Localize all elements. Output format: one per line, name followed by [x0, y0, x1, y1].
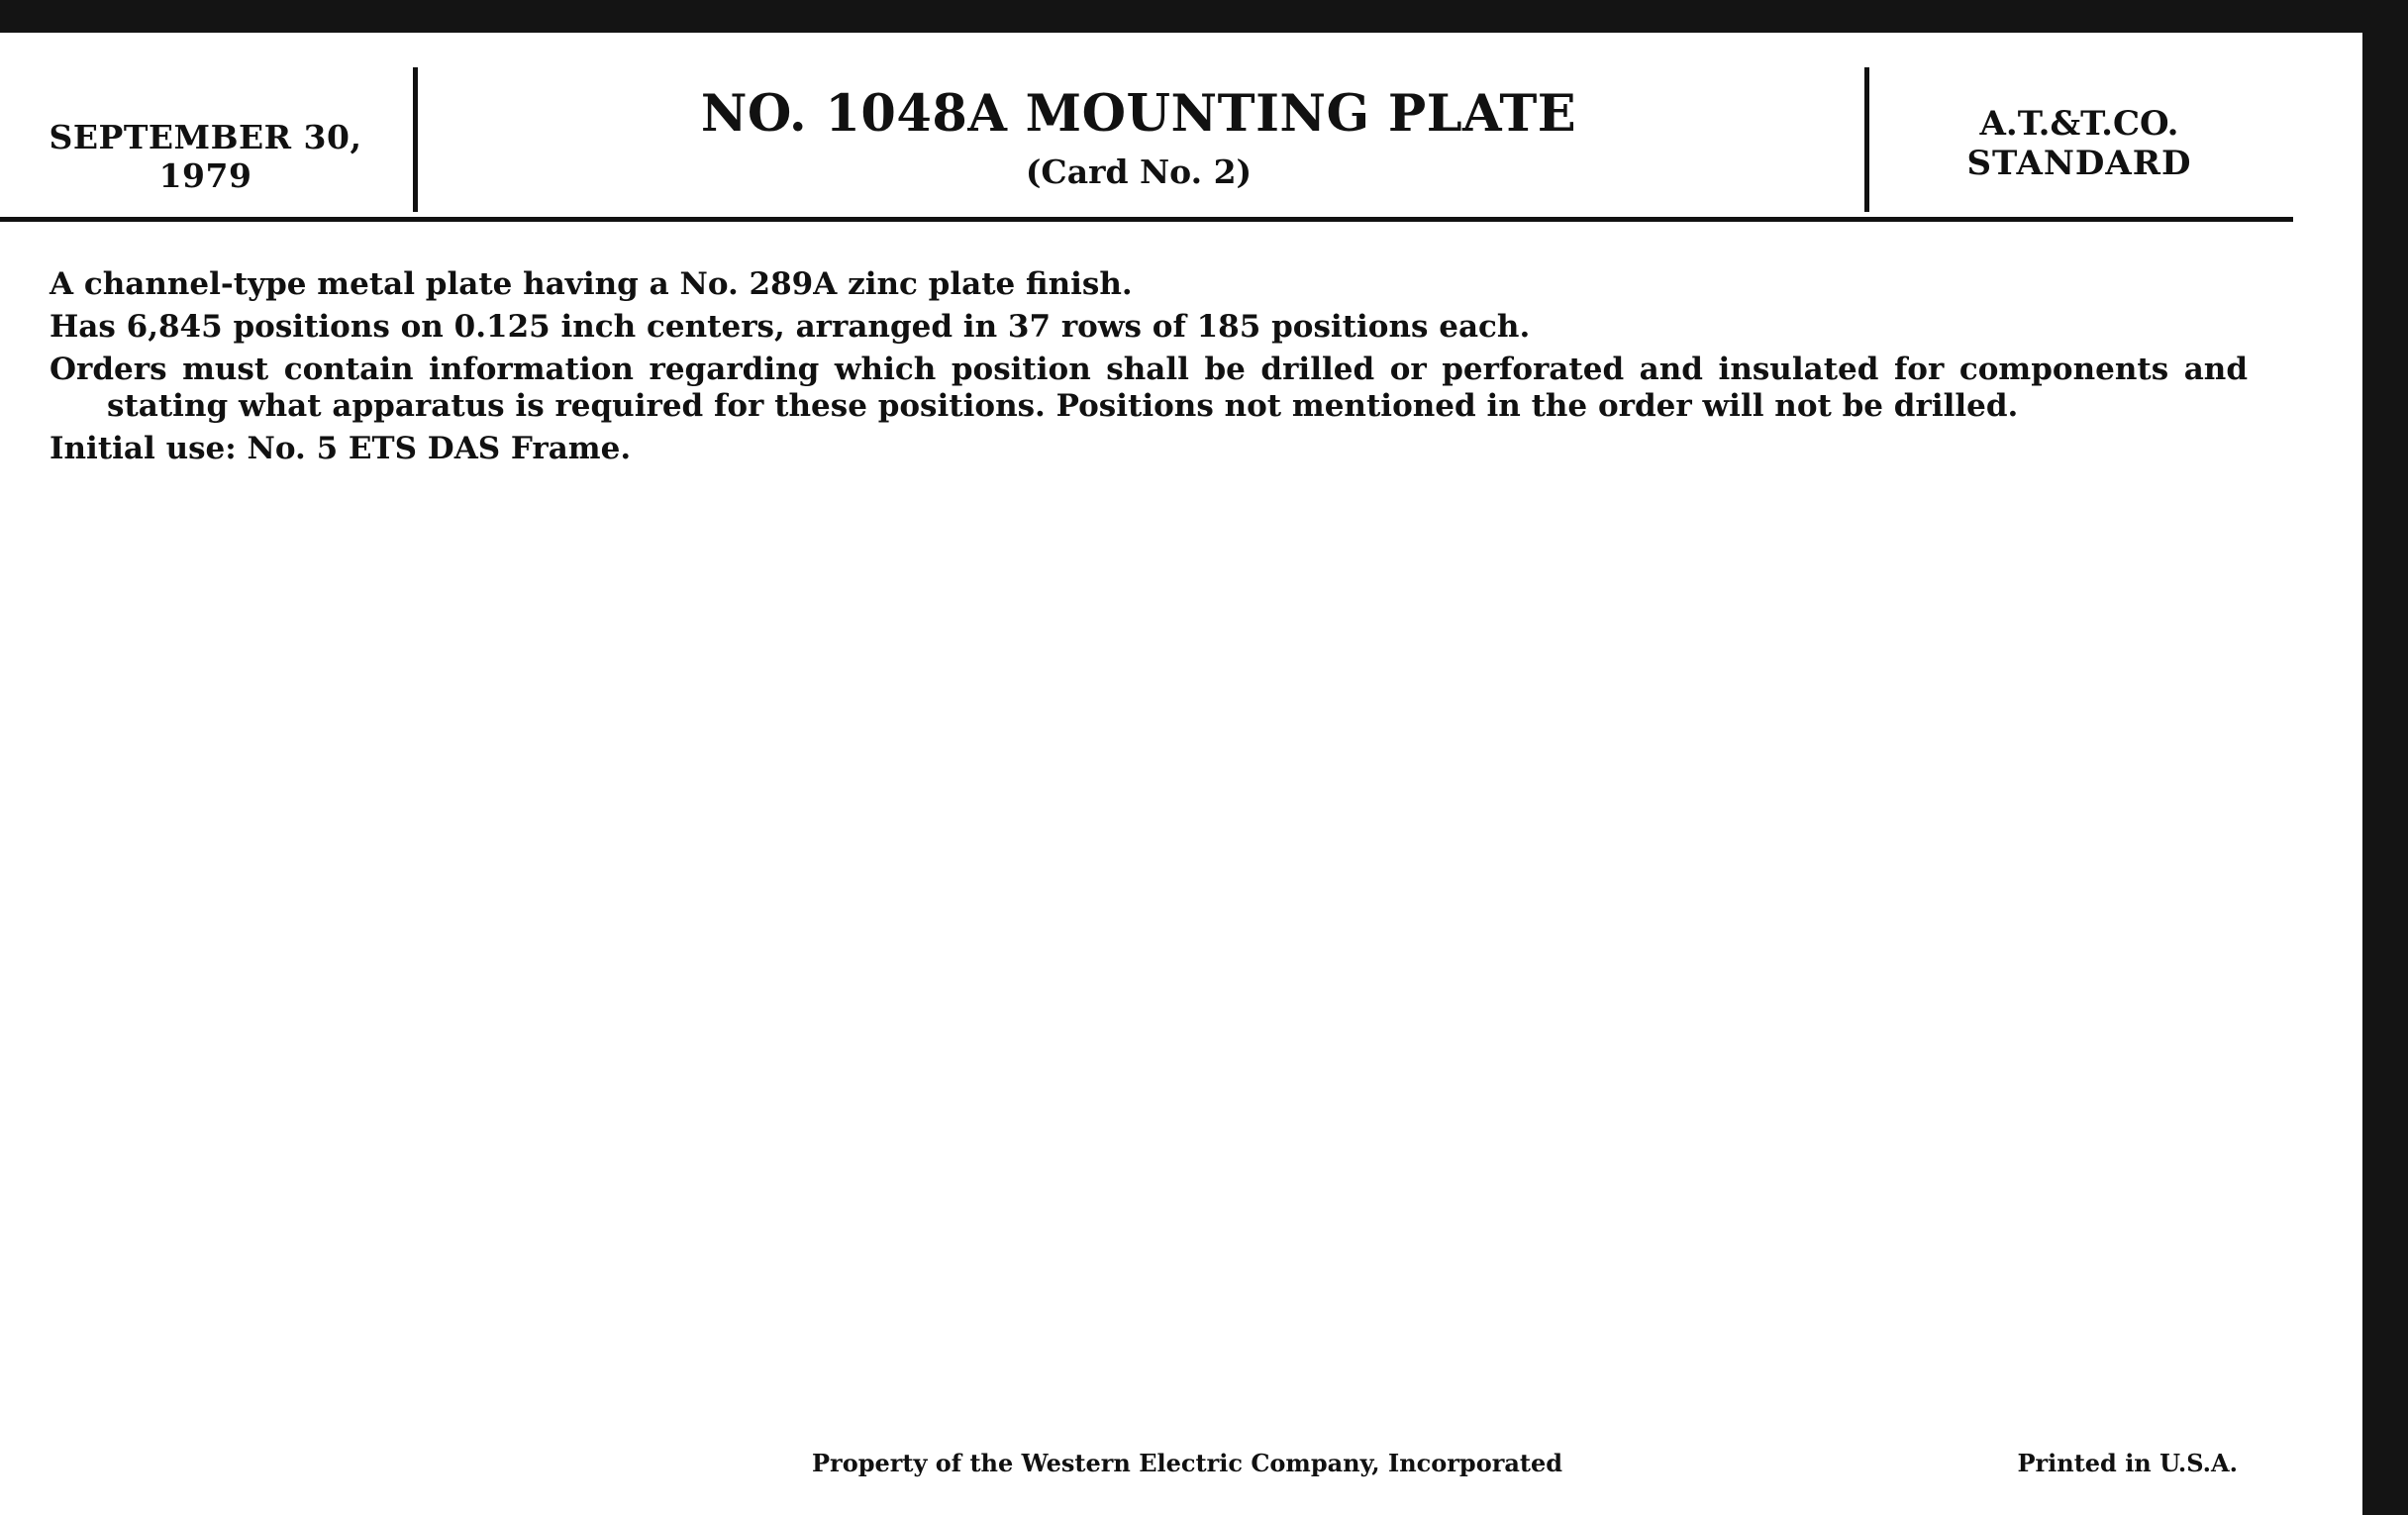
positions-paragraph: Has 6,845 positions on 0.125 inch centers, arranged in 37 rows of 185 positions each.	[50, 309, 1531, 345]
header-standard-line2: STANDARD	[1966, 144, 2192, 183]
scan-border-right	[2362, 0, 2408, 1515]
ordering-paragraph: Orders must contain information regarding which position shall be drilled or perforated and insulated for components and stating what apparatus is required for these positions. Positions not mentioned in the order will not be drilled.	[50, 352, 2248, 424]
header-rule	[0, 217, 2293, 222]
header-date: SEPTEMBER 30, 1979	[49, 118, 362, 195]
card-header	[0, 33, 2295, 221]
initial-use-paragraph: Initial use: No. 5 ETS DAS Frame.	[50, 431, 632, 466]
footer-printed: Printed in U.S.A.	[2017, 1449, 2238, 1477]
footer-property: Property of the Western Electric Company, Incorporated	[812, 1449, 1563, 1477]
scan-border-top	[0, 0, 2408, 33]
header-title: NO. 1048A MOUNTING PLATE	[700, 84, 1577, 144]
header-subtitle: (Card No. 2)	[1025, 152, 1253, 191]
header-divider-right	[1864, 67, 1869, 212]
header-standard-line1: A.T.&T.CO.	[1979, 104, 2179, 144]
body-text	[50, 266, 2248, 473]
description-paragraph: A channel-type metal plate having a No. 289A zinc plate finish.	[50, 266, 1133, 302]
document-card	[0, 33, 2362, 1515]
header-divider-left	[413, 67, 418, 212]
